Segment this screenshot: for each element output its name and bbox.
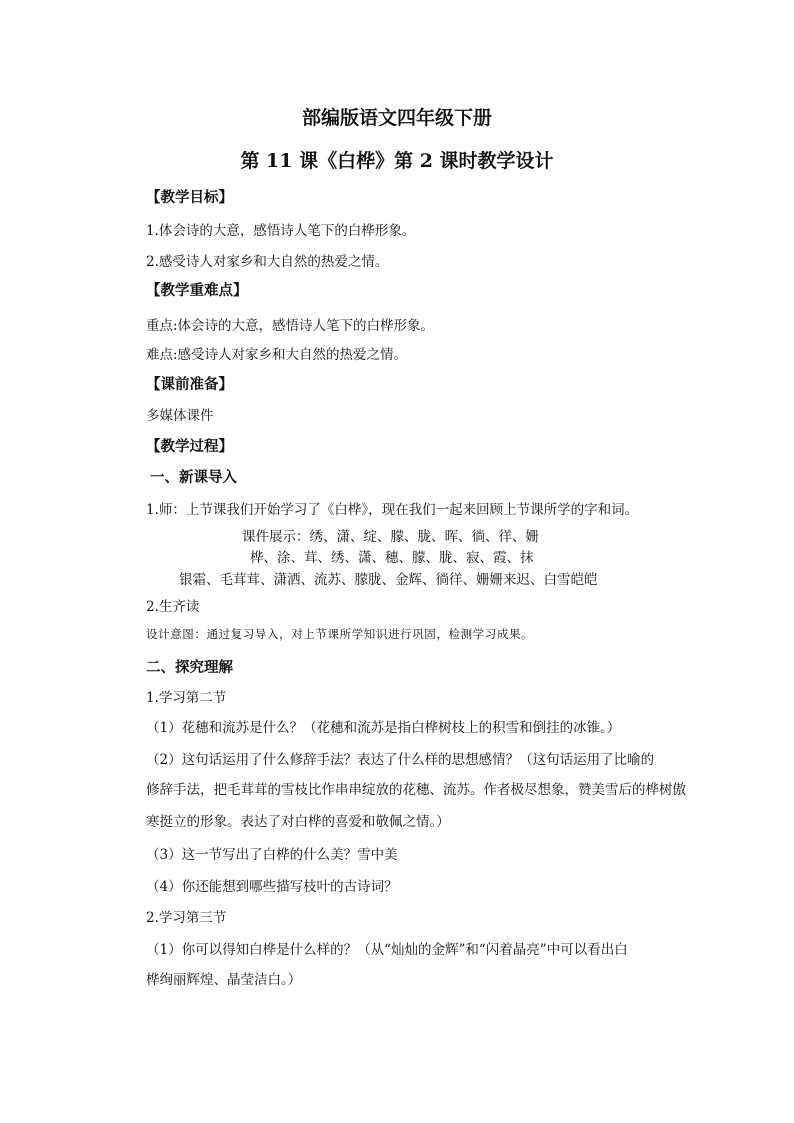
- keypoint-2: 难点:感受诗人对家乡和大自然的热爱之情。: [146, 347, 408, 363]
- question-2-line-3: 寒挺立的形象。表达了对白桦的喜爱和敬佩之情。）: [146, 814, 450, 830]
- section2-heading: 二、探究理解: [146, 659, 233, 676]
- prep-text: 多媒体课件: [146, 408, 214, 424]
- document-subtitle: 第 11 课《白桦》第 2 课时教学设计: [240, 150, 554, 172]
- process-heading: 【教学过程】: [146, 438, 233, 455]
- keypoint-1: 重点:体会诗的大意，感悟诗人笔下的白桦形象。: [146, 318, 435, 334]
- question-2-line-2: 修辞手法，把毛茸茸的雪枝比作串串绽放的花穗、流苏。作者极尽想象，赞美雪后的桦树傲: [146, 782, 686, 798]
- prep-heading: 【课前准备】: [146, 376, 233, 393]
- objectives-heading: 【教学目标】: [146, 189, 233, 206]
- courseware-line-1: 课件展示：绣、潇、绽、朦、胧、晖、徜、徉、姗: [242, 529, 539, 545]
- design-note: 设计意图：通过复习导入，对上节课所学知识进行巩固，检测学习成果。: [146, 627, 534, 641]
- question-4: （4）你还能想到哪些描写枝叶的古诗词？: [146, 879, 398, 895]
- section1-heading: 一、新课导入: [150, 469, 237, 486]
- question-2-line-1: （2）这句话运用了什么修辞手法？表达了什么样的思想感情？（这句话运用了比喻的: [146, 752, 655, 768]
- courseware-line-3: 银霜、毛茸茸、潇洒、流苏、朦胧、金辉、徜徉、姗姗来迟、白雪皑皑: [179, 572, 598, 588]
- section1-paragraph-2: 2.生齐读: [146, 599, 200, 615]
- section1-paragraph-1: 1.师：上节课我们开始学习了《白桦》，现在我们一起来回顾上节课所学的字和词。: [146, 502, 639, 518]
- document-title: 部编版语文四年级下册: [301, 107, 492, 129]
- courseware-line-2: 桦、涂、茸、绣、潇、穗、朦、胧、寂、霞、抹: [250, 550, 534, 566]
- section2-item-2: 2.学习第三节: [146, 910, 227, 926]
- objective-2: 2.感受诗人对家乡和大自然的热爱之情。: [146, 254, 389, 270]
- objective-1: 1.体会诗的大意，感悟诗人笔下的白桦形象。: [146, 223, 416, 239]
- keypoints-heading: 【教学重难点】: [146, 282, 248, 299]
- section2-item-1: 1.学习第二节: [146, 690, 227, 706]
- question-5-line-2: 桦绚丽辉煌、晶莹洁白。）: [146, 972, 302, 988]
- question-3: （3）这一节写出了白桦的什么美？雪中美: [146, 847, 398, 863]
- question-1: （1）花穗和流苏是什么？（花穗和流苏是指白桦树枝上的积雪和倒挂的冰锥。）: [146, 720, 621, 736]
- question-5-line-1: （1）你可以得知白桦是什么样的？（从“灿灿的金辉”和“闪着晶亮”中可以看出白: [146, 942, 628, 958]
